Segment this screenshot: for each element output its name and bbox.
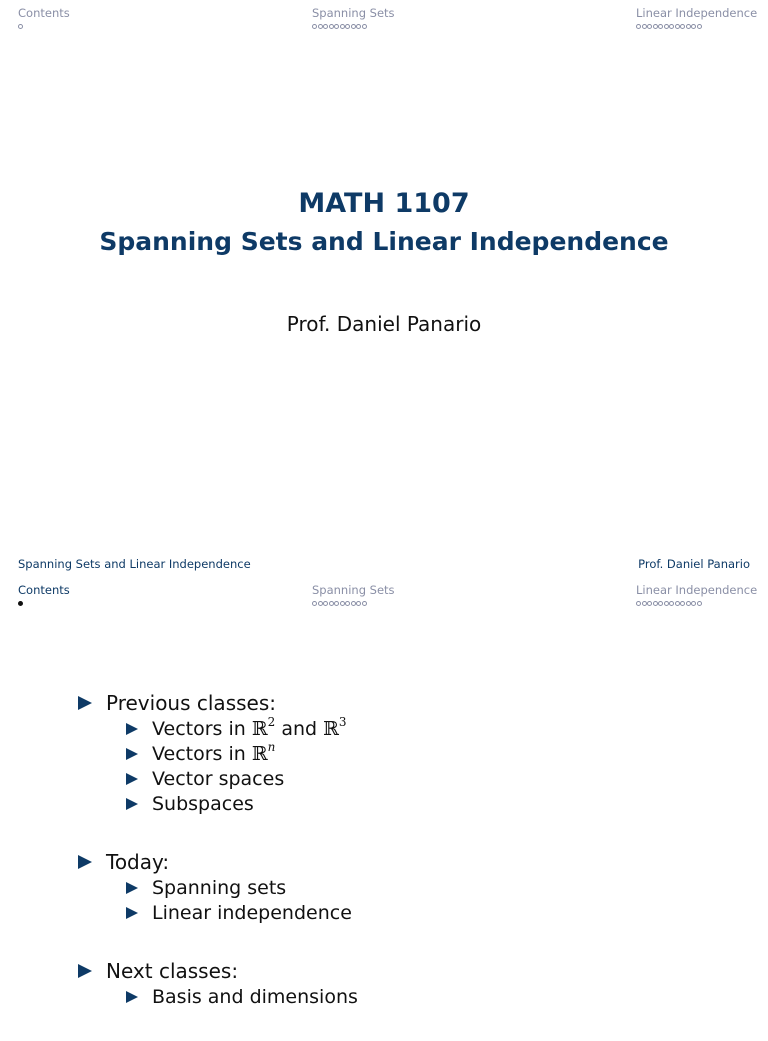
slide-footer — [0, 557, 768, 573]
nav-progress-dots — [18, 601, 70, 606]
outline-item-label: Next classes: — [106, 958, 239, 983]
section-navigation — [0, 583, 768, 613]
outline-group-today — [78, 848, 718, 925]
nav-dot[interactable] — [653, 601, 658, 606]
nav-section-title[interactable]: Spanning Sets — [312, 583, 395, 597]
nav-section-contents[interactable] — [18, 6, 70, 29]
nav-section-title[interactable]: Linear Independence — [636, 583, 758, 597]
nav-dot[interactable] — [647, 24, 652, 29]
nav-dot[interactable] — [318, 601, 323, 606]
outline-item — [78, 848, 718, 875]
outline-group-previous — [78, 689, 718, 816]
nav-dot[interactable] — [642, 24, 647, 29]
outline-list — [78, 689, 718, 1041]
nav-dot[interactable] — [323, 24, 328, 29]
nav-dot[interactable] — [686, 24, 691, 29]
nav-dot[interactable] — [697, 24, 702, 29]
bullet-triangle-icon — [126, 773, 138, 785]
nav-section-title[interactable]: Linear Independence — [636, 6, 758, 20]
nav-dot[interactable] — [658, 601, 663, 606]
nav-progress-dots — [312, 601, 395, 606]
nav-dot[interactable] — [664, 24, 669, 29]
nav-dot[interactable] — [653, 24, 658, 29]
nav-dot[interactable] — [658, 24, 663, 29]
nav-dot[interactable] — [691, 601, 696, 606]
lecture-title: Spanning Sets and Linear Independence — [99, 227, 669, 256]
nav-dot[interactable] — [362, 24, 367, 29]
bullet-triangle-icon — [126, 798, 138, 810]
nav-section-contents[interactable] — [18, 583, 70, 606]
nav-dot[interactable] — [351, 601, 356, 606]
nav-dot[interactable] — [334, 601, 339, 606]
nav-dot[interactable] — [647, 601, 652, 606]
nav-dot[interactable] — [329, 24, 334, 29]
nav-section-title[interactable]: Contents — [18, 583, 70, 597]
nav-section-spanning-sets[interactable] — [312, 583, 395, 606]
outline-subitem-label: Subspaces — [152, 792, 254, 815]
nav-section-linear-independence[interactable] — [636, 583, 757, 606]
outline-item-label: Today: — [106, 849, 170, 874]
nav-progress-dots — [312, 24, 395, 29]
outline-group-next — [78, 957, 718, 1009]
outline-subitem-label: Vectors in ℝ$^2$ and ℝ$^3$ — [152, 714, 347, 740]
nav-dot[interactable] — [345, 601, 350, 606]
course-code: MATH 1107 — [298, 188, 470, 219]
nav-dot[interactable] — [669, 24, 674, 29]
outline-item — [78, 689, 718, 716]
bullet-triangle-icon — [126, 991, 138, 1003]
outline-subitem — [126, 984, 718, 1009]
nav-dot[interactable] — [697, 601, 702, 606]
nav-dot[interactable] — [318, 24, 323, 29]
nav-dot[interactable] — [636, 601, 641, 606]
nav-dot-current[interactable] — [18, 601, 23, 606]
nav-dot[interactable] — [323, 601, 328, 606]
outline-subitem — [126, 791, 718, 816]
outline-subitem — [126, 741, 718, 766]
section-navigation — [0, 6, 768, 36]
author-name: Prof. Daniel Panario — [286, 312, 482, 336]
nav-dot[interactable] — [675, 24, 680, 29]
nav-section-title[interactable]: Contents — [18, 6, 70, 20]
nav-dot[interactable] — [312, 601, 317, 606]
nav-dot[interactable] — [691, 24, 696, 29]
bullet-triangle-icon — [126, 907, 138, 919]
outline-subitem — [126, 875, 718, 900]
nav-dot[interactable] — [340, 24, 345, 29]
outline-subitem-label: Linear independence — [152, 901, 352, 924]
nav-dot[interactable] — [664, 601, 669, 606]
outline-subitem — [126, 900, 718, 925]
outline-subitem — [126, 766, 718, 791]
outline-subitem-label: Spanning sets — [152, 876, 287, 899]
bullet-triangle-icon — [126, 723, 138, 735]
outline-subitem-label: Vector spaces — [152, 767, 285, 790]
bullet-triangle-icon — [126, 748, 138, 760]
outline-item-label: Previous classes: — [106, 690, 276, 715]
nav-dot[interactable] — [312, 24, 317, 29]
outline-item — [78, 957, 718, 984]
nav-progress-dots — [636, 24, 757, 29]
footer-author: Prof. Daniel Panario — [638, 557, 750, 571]
nav-dot[interactable] — [642, 601, 647, 606]
nav-dot[interactable] — [675, 601, 680, 606]
outline-subitem-label: Vectors in ℝ$^n$ — [152, 739, 276, 765]
bullet-triangle-icon — [78, 696, 92, 710]
nav-section-title[interactable]: Spanning Sets — [312, 6, 395, 20]
nav-dot[interactable] — [334, 24, 339, 29]
nav-dot[interactable] — [669, 601, 674, 606]
nav-dot[interactable] — [356, 601, 361, 606]
nav-dot[interactable] — [351, 24, 356, 29]
nav-dot[interactable] — [356, 24, 361, 29]
nav-dot[interactable] — [686, 601, 691, 606]
nav-dot[interactable] — [329, 601, 334, 606]
nav-dot[interactable] — [18, 24, 23, 29]
nav-progress-dots — [636, 601, 757, 606]
nav-dot[interactable] — [680, 601, 685, 606]
nav-dot[interactable] — [680, 24, 685, 29]
outline-subitem — [126, 716, 718, 741]
nav-section-linear-independence[interactable] — [636, 6, 757, 29]
bullet-triangle-icon — [78, 855, 92, 869]
nav-progress-dots — [18, 24, 70, 29]
footer-title: Spanning Sets and Linear Independence — [18, 557, 251, 571]
nav-dot[interactable] — [636, 24, 641, 29]
nav-dot[interactable] — [340, 601, 345, 606]
slide-title — [0, 186, 768, 262]
bullet-triangle-icon — [126, 882, 138, 894]
nav-dot[interactable] — [345, 24, 350, 29]
bullet-triangle-icon — [78, 964, 92, 978]
outline-subitem-label: Basis and dimensions — [152, 985, 358, 1008]
contents-slide — [0, 577, 768, 1024]
nav-dot[interactable] — [362, 601, 367, 606]
nav-section-spanning-sets[interactable] — [312, 6, 395, 29]
